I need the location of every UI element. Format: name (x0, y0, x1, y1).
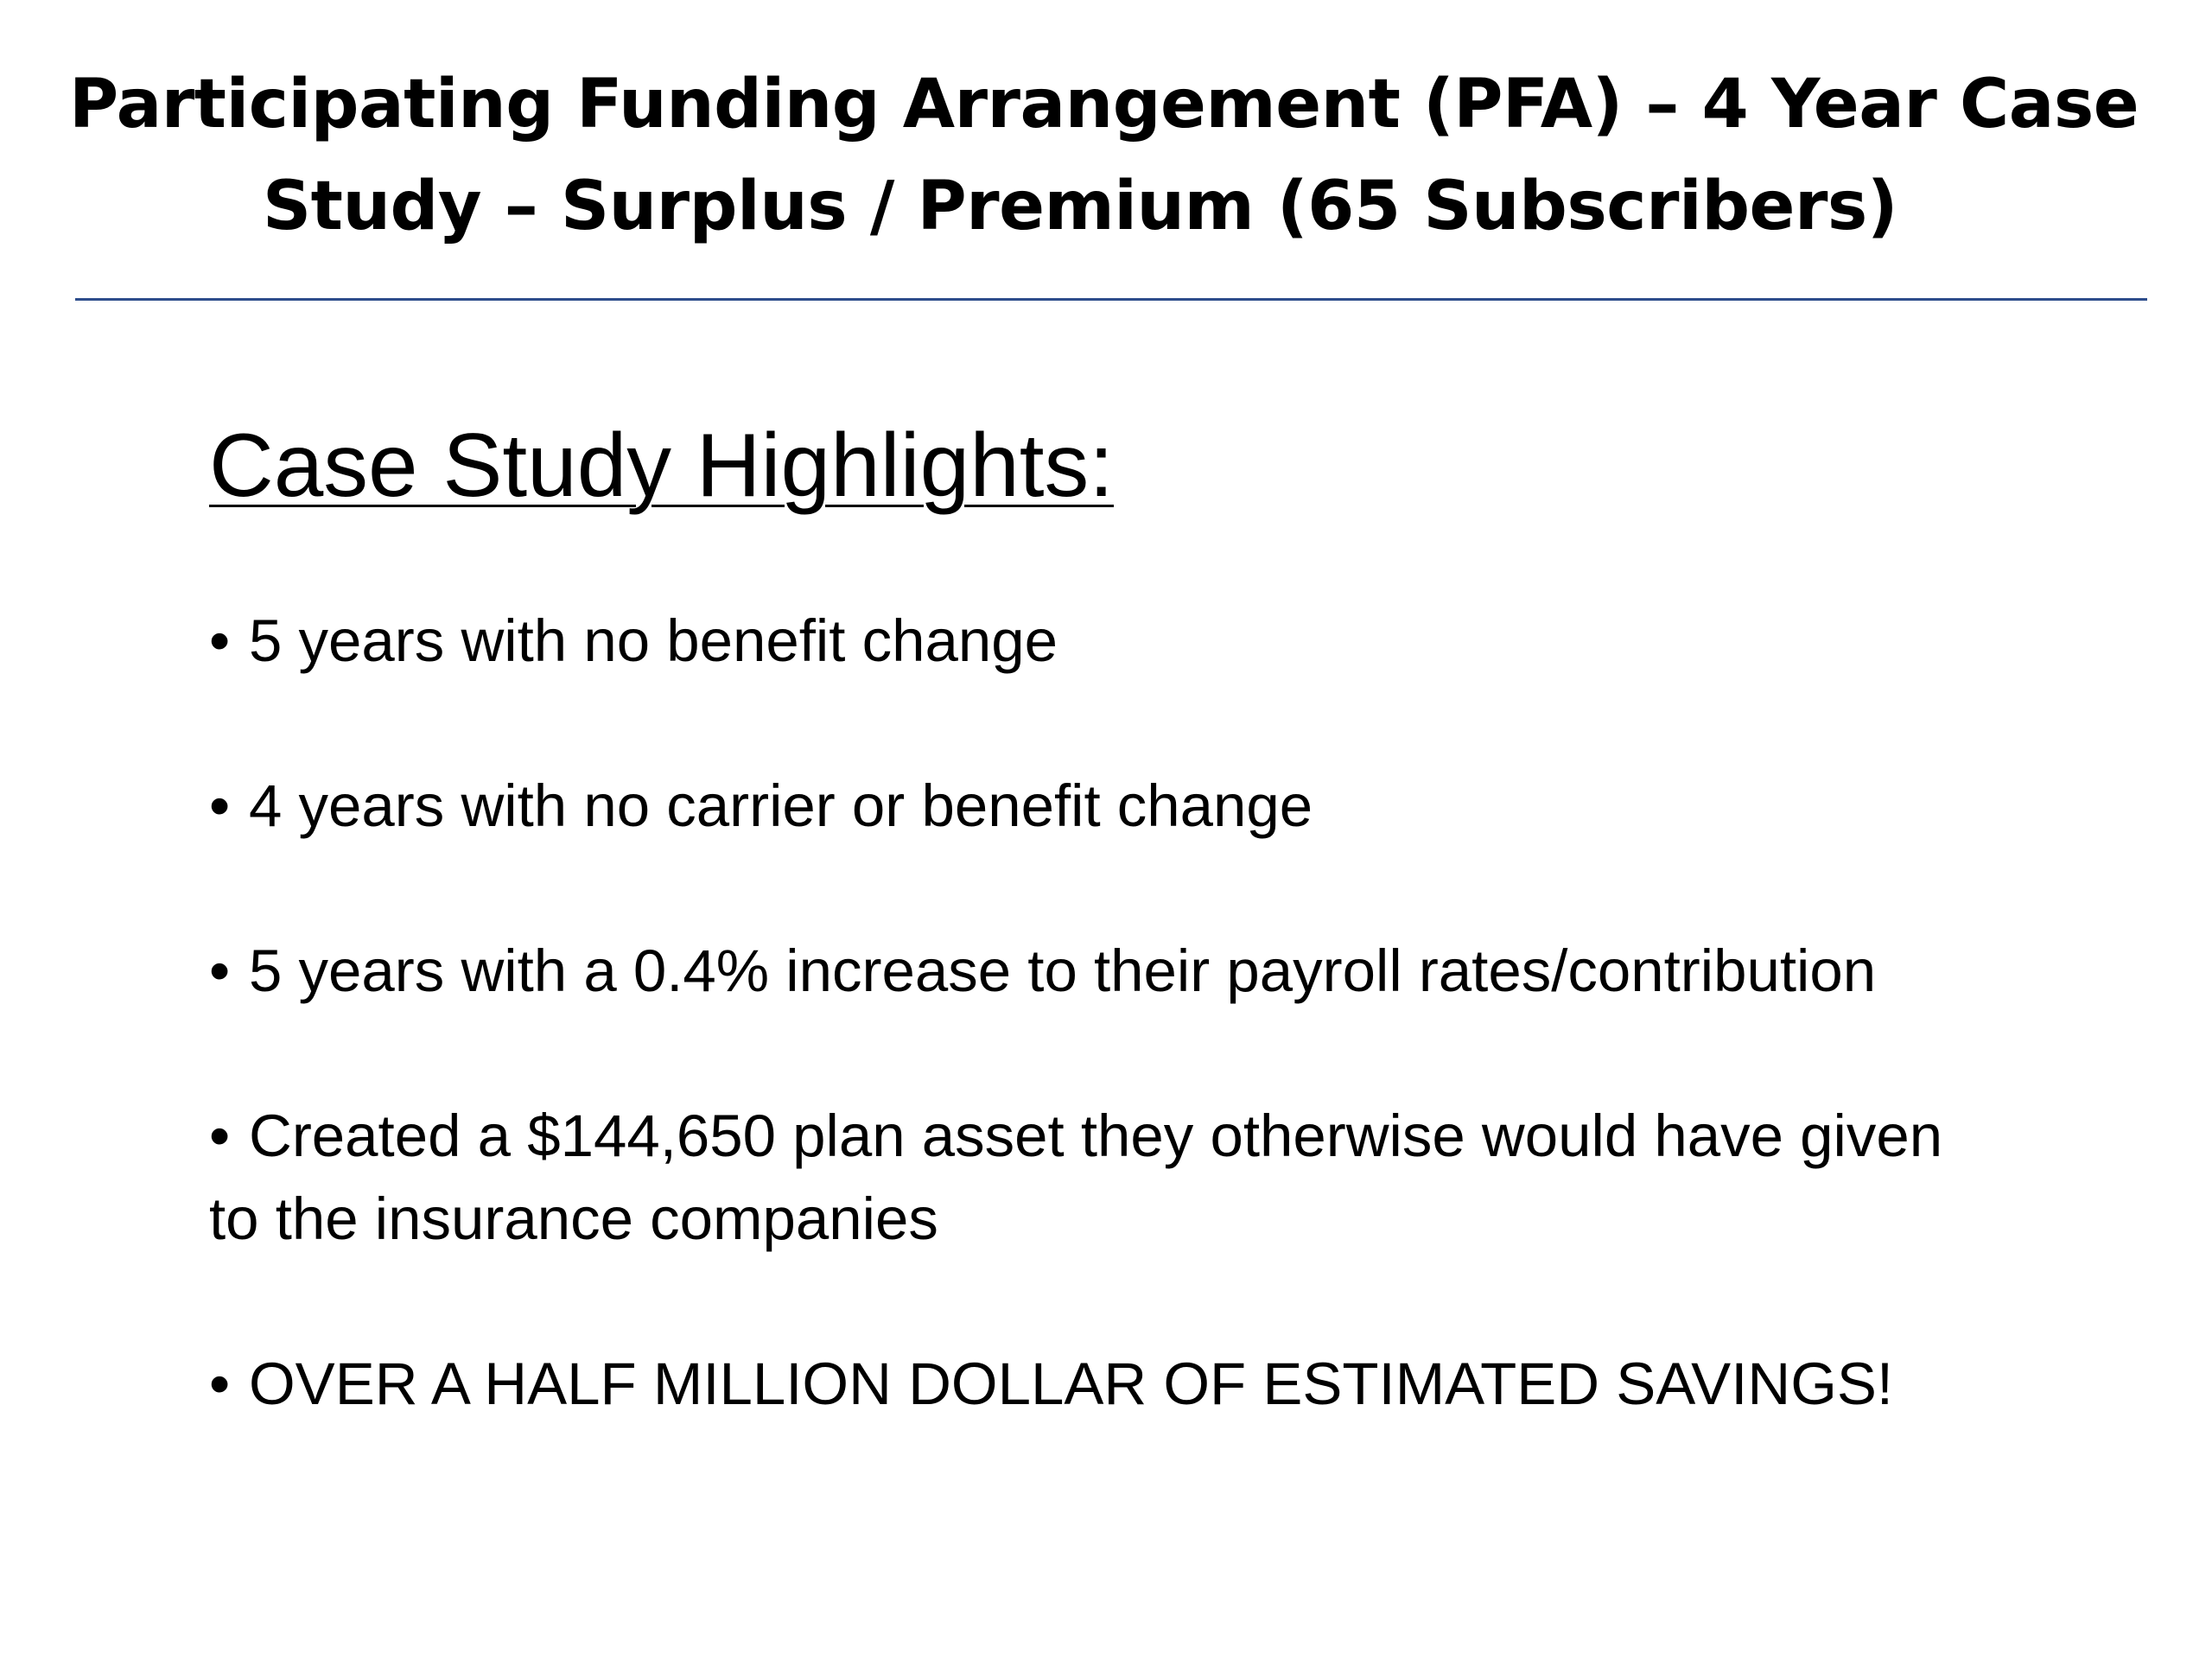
bullet-dot: • (209, 607, 231, 674)
list-item (209, 930, 2110, 1013)
list-item (209, 765, 2110, 848)
bullet-dot: • (209, 938, 231, 1004)
list-item (209, 600, 2110, 683)
list-item-text: 5 years with a 0.4% increase to their payroll rates/contribution (249, 938, 1877, 1004)
bullet-dot: • (209, 772, 231, 839)
list-item (209, 1343, 2110, 1426)
title-divider (75, 298, 2147, 301)
bullet-dot: • (209, 1351, 231, 1417)
list-item-text: Created a $144,650 plan asset they otherwise would have given (249, 1103, 1943, 1169)
slide-title-line-2: Study – Surplus / Premium (65 Subscribers) (262, 168, 1898, 245)
list-item-text: OVER A HALF MILLION DOLLAR OF ESTIMATED SAVINGS! (249, 1351, 1894, 1417)
slide-title (69, 54, 2139, 257)
list-item-text: 4 years with no carrier or benefit change (249, 772, 1313, 839)
list-item (209, 1095, 2110, 1261)
highlights-section (209, 415, 2110, 1426)
highlights-heading: Case Study Highlights: (209, 415, 1115, 515)
bullet-dot: • (209, 1103, 231, 1169)
highlights-list (209, 600, 2110, 1426)
list-item-text: 5 years with no benefit change (249, 607, 1058, 674)
list-item-text-continued: to the insurance companies (209, 1185, 938, 1252)
slide-title-line-1: Participating Funding Arrangement (PFA) – 4 Year Case (69, 66, 2139, 143)
